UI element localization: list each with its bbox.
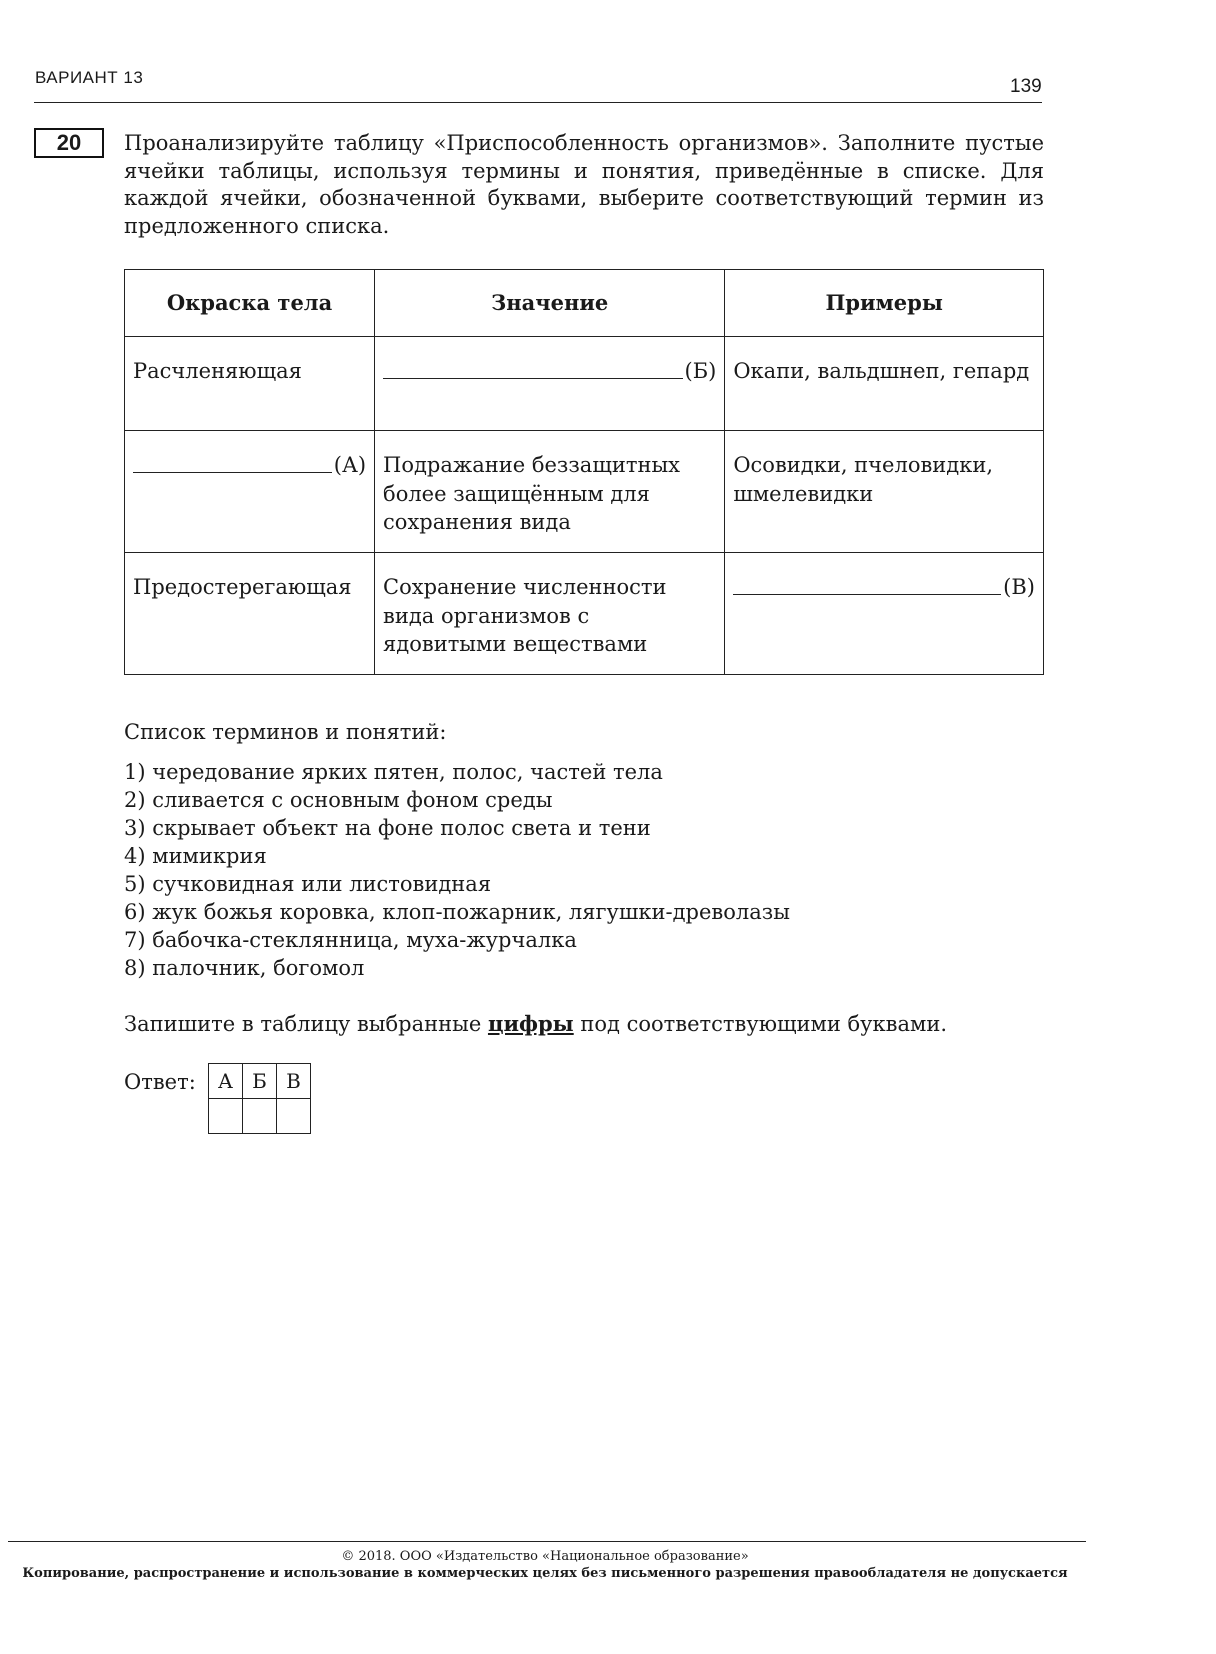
- blank-letter: (А): [333, 453, 367, 477]
- blank-cell-v: [725, 553, 1044, 675]
- answer-input-b[interactable]: [243, 1099, 277, 1134]
- list-item: 8) палочник, богомол: [124, 956, 365, 980]
- cell-meaning: Сохранение численности вида организмов с ядовитыми веществами: [375, 553, 725, 675]
- list-item: 6) жук божья коровка, клоп-пожарник, лягушки-древолазы: [124, 900, 790, 924]
- list-item: 5) сучковидная или листовидная: [124, 872, 492, 896]
- instruction: Запишите в таблицу выбранные цифры под соответствующими буквами.: [124, 1011, 948, 1036]
- table-row: [125, 337, 1044, 431]
- answer-grid: [208, 1063, 311, 1134]
- answer-input-a[interactable]: [209, 1099, 243, 1134]
- terms-title: Список терминов и понятий:: [124, 720, 447, 744]
- table-header-row: [125, 270, 1044, 337]
- answer-label: Ответ:: [124, 1070, 196, 1094]
- task-text: Проанализируйте таблицу «Приспособленность организмов». Заполните пустые ячейки таблицы, используя термины и понятия, приведённые в списке. Для каждой ячейки, обозначенной буквами, выберите соответствующий термин из предложенного списка.: [124, 131, 1044, 238]
- header-meaning: Значение: [375, 270, 725, 337]
- adaptation-table: [124, 269, 1044, 675]
- list-item: 3) скрывает объект на фоне полос света и тени: [124, 816, 651, 840]
- page-number: 139: [1010, 76, 1042, 97]
- header-divider: [34, 102, 1042, 103]
- blank-cell-a: [125, 431, 375, 553]
- blank-cell-b: [375, 337, 725, 431]
- list-item: 7) бабочка-стеклянница, муха-журчалка: [124, 928, 577, 952]
- list-item: 1) чередование ярких пятен, полос, частей тела: [124, 760, 663, 784]
- instruction-emphasis: цифры: [487, 1011, 574, 1036]
- footer-divider: [8, 1541, 1086, 1542]
- answer-letter: Б: [243, 1064, 277, 1099]
- cell-examples: Осовидки, пчеловидки, шмелевидки: [725, 431, 1044, 553]
- blank-letter: (Б): [684, 359, 717, 383]
- table-row: [125, 431, 1044, 553]
- answer-input-v[interactable]: [277, 1099, 311, 1134]
- answer-letter: А: [209, 1064, 243, 1099]
- cell-examples: Окапи, вальдшнеп, гепард: [725, 337, 1044, 431]
- header-examples: Примеры: [725, 270, 1044, 337]
- cell-meaning: Подражание беззащитных более защищённым для сохранения вида: [375, 431, 725, 553]
- list-item: 2) сливается с основным фоном среды: [124, 788, 553, 812]
- blank-letter: (В): [1003, 575, 1035, 599]
- footer-notice: Копирование, распространение и использование в коммерческих целях без письменного разрешения правообладателя не допускается: [22, 1566, 1068, 1581]
- list-item: 4) мимикрия: [124, 844, 267, 868]
- footer-copyright: © 2018. ООО «Издательство «Национальное образование»: [341, 1549, 749, 1564]
- cell-body-color: Расчленяющая: [125, 337, 375, 431]
- answer-letter: В: [277, 1064, 311, 1099]
- header-body-color: Окраска тела: [125, 270, 375, 337]
- task-number: 20: [34, 128, 104, 158]
- table-row: [125, 553, 1044, 675]
- cell-body-color: Предостерегающая: [125, 553, 375, 675]
- variant-label: ВАРИАНТ 13: [35, 68, 144, 87]
- terms-list: [124, 758, 790, 982]
